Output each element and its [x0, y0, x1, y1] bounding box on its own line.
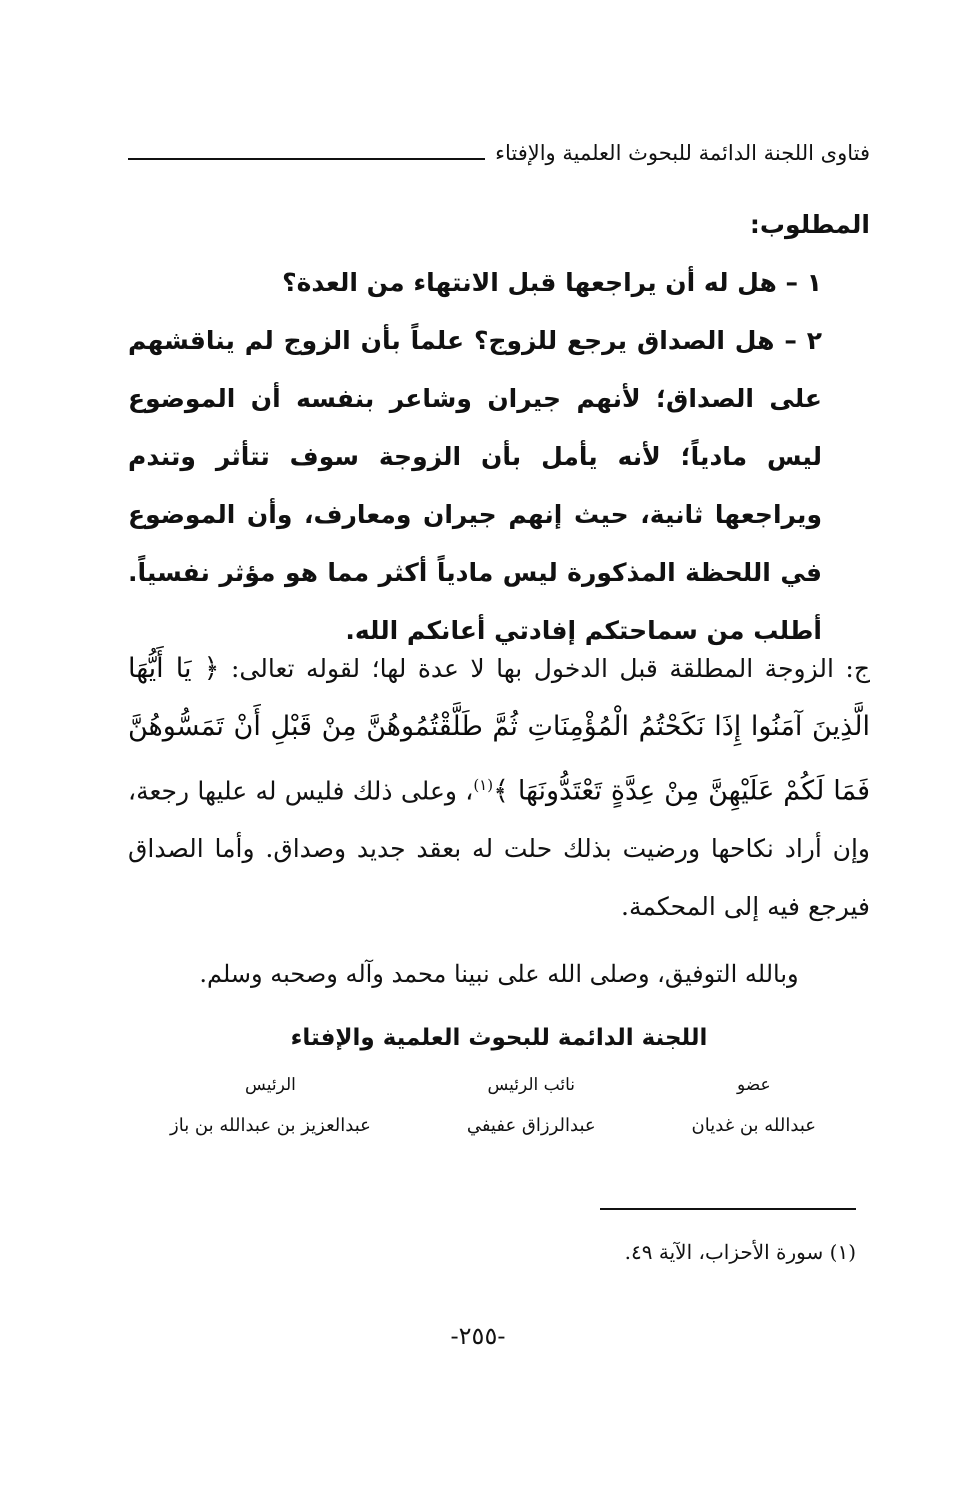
- running-title: فتاوى اللجنة الدائمة للبحوث العلمية والإفتاء: [495, 141, 870, 165]
- footnote: (١) سورة الأحزاب، الآية ٤٩.: [624, 1240, 856, 1264]
- page-number: -٢٥٥-: [450, 1322, 506, 1350]
- committee-title: اللجنة الدائمة للبحوث العلمية والإفتاء: [290, 1025, 708, 1051]
- signatory-member: [692, 1075, 816, 1136]
- signatory-name: عبدالعزيز بن عبدالله بن باز: [170, 1115, 371, 1136]
- answer-paragraph: [128, 640, 870, 936]
- question-item-1: ١ – هل له أن يراجعها قبل الانتهاء من العدة؟: [282, 268, 822, 297]
- question-item-2: ٢ – هل الصداق يرجع للزوج؟ علماً بأن الزوج لم يناقشهم على الصداق؛ لأنهم جيران وشاعر بنفسه أن الموضوع ليس مادياً؛ لأنه يأمل بأن الزوجة سوف تتأثر وتندم ويراجعها ثانية، حيث إنهم جيران ومعارف، وأن الموضوع في اللحظة المذكورة ليس مادياً أكثر مما هو مؤثر نفسياً. أطلب من سماحتكم إفادتي أعانكم الله.: [128, 326, 822, 645]
- closing-prayer: وبالله التوفيق، وصلى الله على نبينا محمد وآله وصحبه وسلم.: [199, 960, 799, 988]
- signatory-role: نائب الرئيس: [487, 1075, 575, 1095]
- signatory-role: الرئيس: [245, 1075, 296, 1095]
- signatories: [170, 1075, 816, 1136]
- answer-continuation: ، وعلى ذلك فليس له عليها رجعة، وإن أراد نكاحها ورضيت بذلك حلت له بعقد جديد وصداق. وأما الصداق فيرجع فيه إلى المحكمة.: [128, 776, 870, 922]
- signatory-name: عبدالله بن غديان: [691, 1115, 816, 1136]
- answer-intro: ج: الزوجة المطلقة قبل الدخول بها لا عدة لها؛ لقوله تعالى:: [230, 654, 870, 683]
- question-block: [128, 196, 870, 660]
- quran-verse: ﴿ يَا أَيُّهَا الَّذِينَ آمَنُوا إِذَا نَكَحْتُمُ الْمُؤْمِنَاتِ ثُمَّ طَلَّقْتُمُوهُنَّ مِنْ قَبْلِ أَنْ تَمَسُّوهُنَّ فَمَا لَكُمْ عَلَيْهِنَّ مِنْ عِدَّةٍ تَعْتَدُّونَهَا ﴾: [128, 653, 871, 807]
- answer-block: [128, 640, 870, 936]
- footnote-marker: (١): [473, 776, 494, 794]
- header-rule: [128, 158, 485, 160]
- signatory-vice-president: [467, 1075, 596, 1136]
- running-header: [128, 128, 870, 168]
- footnote-rule: [600, 1208, 856, 1210]
- signatory-name: عبدالرزاق عفيفي: [466, 1115, 596, 1136]
- signatory-role: عضو: [736, 1075, 771, 1095]
- question-heading: المطلوب:: [749, 210, 870, 239]
- signatory-president: [170, 1075, 371, 1136]
